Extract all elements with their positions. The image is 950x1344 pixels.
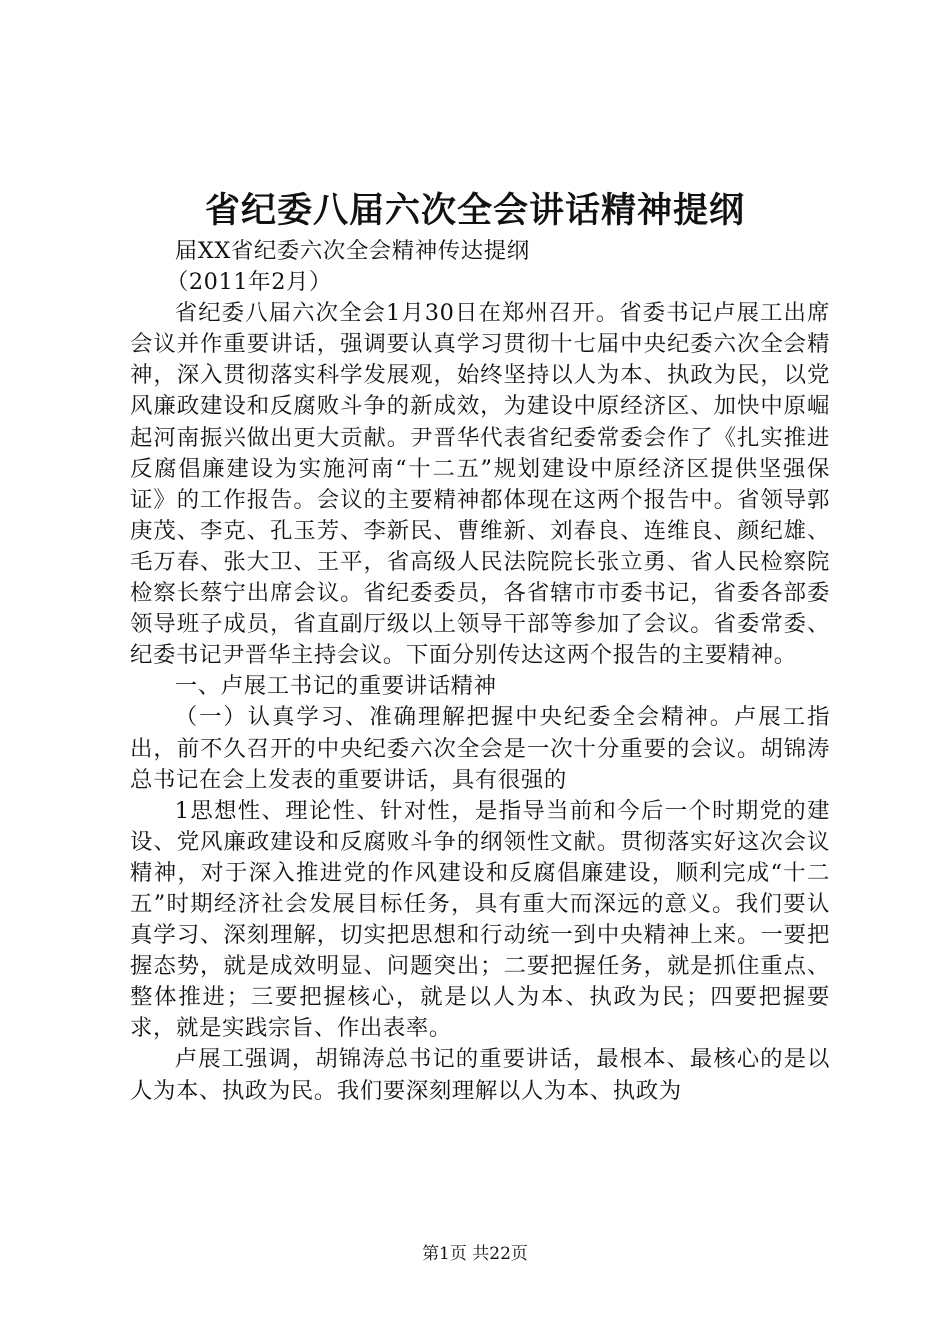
- paragraph-emphasis: 卢展工强调，胡锦涛总书记的重要讲话，最根本、最核心的是以人为本、执政为民。我们要深刻理解以人为本、执政为: [130, 1046, 830, 1104]
- document-title: 省纪委八届六次全会讲话精神提纲: [204, 190, 745, 231]
- section-heading-1: 一、卢展工书记的重要讲话精神: [174, 673, 497, 700]
- document-body: [130, 236, 830, 1107]
- paragraph-meeting-summary: 省纪委八届六次全会1月30日在郑州召开。省委书记卢展工出席会议并作重要讲话，强调要认真学习贯彻十七届中央纪委六次全会精神，深入贯彻落实科学发展观，始终坚持以人为本、执政为民，以党风廉政建设和反腐败斗争的新成效，为建设中原经济区、加快中原崛起河南振兴做出更大贡献。尹晋华代表省纪委常委会作了《扎实推进反腐倡廉建设为实施河南“十二五”规划建设中原经济区提供坚强保证》的工作报告。会议的主要精神都体现在这两个报告中。省领导郭庚茂、李克、孔玉芳、李新民、曹维新、刘春良、连维良、颜纪雄、毛万春、张大卫、王平，省高级人民法院院长张立勇、省人民检察院检察长蔡宁出席会议。省纪委委员，各省辖市市委书记，省委各部委领导班子成员，省直副厅级以上领导干部等参加了会议。省委常委、纪委书记尹晋华主持会议。下面分别传达这两个报告的主要精神。: [130, 300, 830, 669]
- paragraph-continuation: 1思想性、理论性、针对性，是指导当前和今后一个时期党的建设、党风廉政建设和反腐败斗争的纲领性文献。贯彻落实好这次会议精神，对于深入推进党的作风建设和反腐倡廉建设，顺利完成“十二五”时期经济社会发展目标任务，具有重大而深远的意义。我们要认真学习、深刻理解，切实把思想和行动统一到中央精神上来。一要把握态势，就是成效明显、问题突出；二要把握任务，就是抓住重点、整体推进；三要把握核心，就是以人为本、执政为民；四要把握要求，就是实践宗旨、作出表率。: [130, 797, 830, 1042]
- document-date: （2011年2月）: [165, 269, 333, 296]
- paragraph-subsection-1: （一）认真学习、准确理解把握中央纪委全会精神。卢展工指出，前不久召开的中央纪委六次全会是一次十分重要的会议。胡锦涛总书记在会上发表的重要讲话，具有很强的: [130, 704, 830, 793]
- document-subtitle: 届XX省纪委六次全会精神传达提纲: [174, 238, 530, 264]
- page-footer: 第1页 共22页: [422, 1244, 528, 1264]
